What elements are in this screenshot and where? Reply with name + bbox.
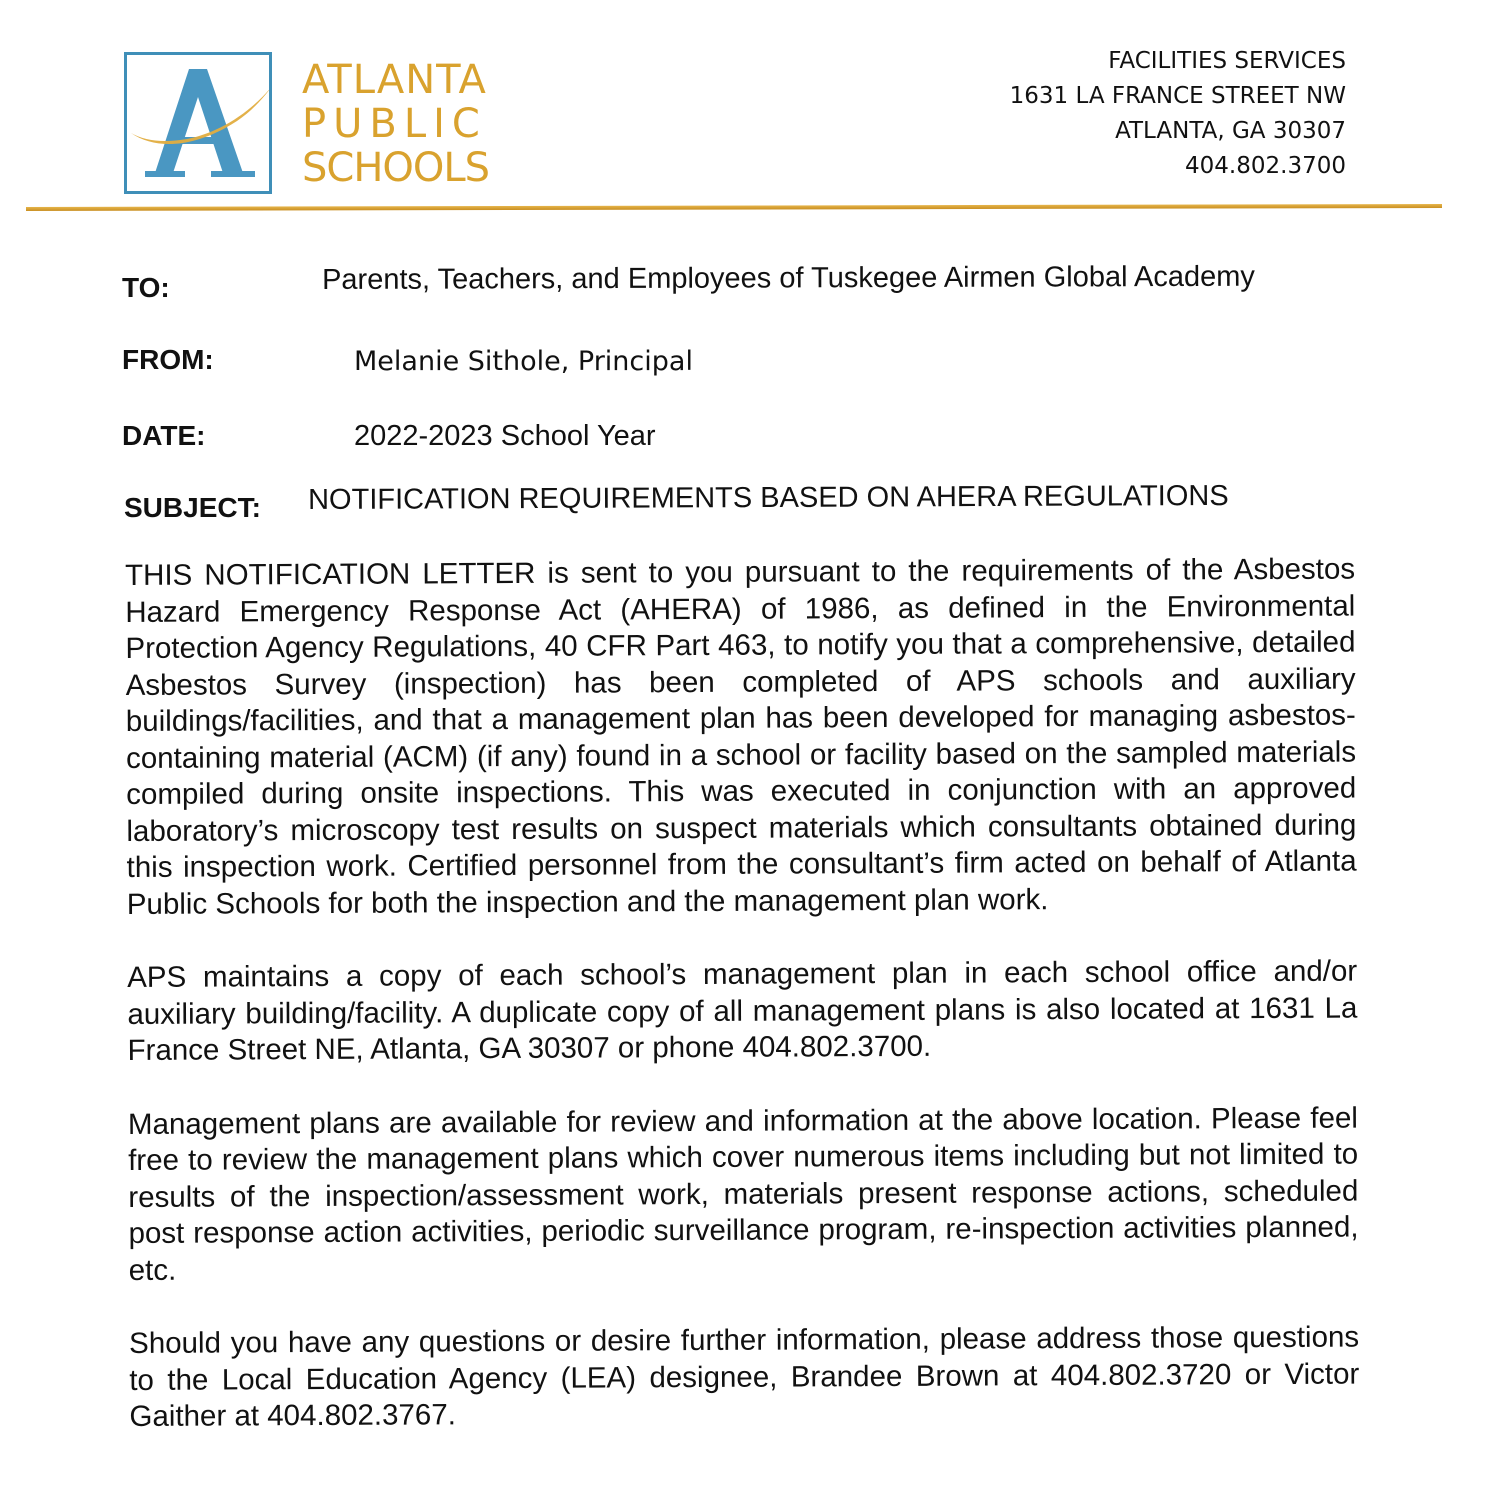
paragraph-notification: THIS NOTIFICATION LETTER is sent to you pursuant to the requirements of the Asbestos Hazard Emergency Response Act (AHERA) of 1986, as defined in the Environmental Protection Agency Regulations, 40 CFR Part 463, to notify you that a comprehensive, detailed Asbestos Survey (inspection) has been completed of APS schools and auxiliary buildings/facilities, and that a management plan has been developed for managing asbestos-containing material (ACM) (if any) found in a school or facility based on the sampled materials compiled during onsite inspections. This was executed in conjunction with an approved laboratory’s microscopy test results on suspect materials which consultants obtained during this inspection work. Certified personnel from the consultant’s firm acted on behalf of Atlanta Public Schools for both the inspection and the management plan work.	[125, 552, 1357, 921]
wordmark-line-2: PUBLIC	[302, 101, 487, 147]
address-city: ATLANTA, GA 30307	[1115, 118, 1346, 144]
to-value: Parents, Teachers, and Employees of Tuskegee Airmen Global Academy	[322, 260, 1255, 296]
letter-body	[125, 552, 1360, 1436]
address-phone: 404.802.3700	[1185, 153, 1346, 179]
to-label: TO:	[122, 272, 170, 303]
date-label: DATE:	[122, 420, 206, 451]
facilities-address-block	[1010, 44, 1346, 184]
letterhead-divider	[26, 204, 1442, 211]
aps-logo	[124, 52, 272, 194]
from-value: Melanie Sithole, Principal	[354, 346, 693, 377]
paragraph-contacts: Should you have any questions or desire further information, please address those questions to the Local Education Agency (LEA) designee, Brandee Brown at 404.802.3720 or Victor Gaither at 404.802.3767.	[129, 1320, 1360, 1433]
aps-wordmark	[302, 58, 489, 190]
from-label: FROM:	[122, 344, 214, 375]
subject-value: NOTIFICATION REQUIREMENTS BASED ON AHERA REGULATIONS	[308, 479, 1229, 516]
wordmark-line-3: SCHOOLS	[302, 145, 490, 191]
subject-label: SUBJECT:	[124, 492, 261, 523]
logo-a-icon	[127, 55, 269, 191]
address-dept: FACILITIES SERVICES	[1108, 48, 1346, 74]
address-street: 1631 LA FRANCE STREET NW	[1009, 83, 1346, 109]
wordmark-line-1: ATLANTA	[302, 57, 487, 103]
paragraph-review: Management plans are available for review and information at the above location. Please feel free to review the management plans which cover numerous items including but not limited to results of the inspection/assessment work, materials present response actions, scheduled post response action activities, periodic surveillance program, re-inspection activities planned, etc.	[127, 1101, 1359, 1287]
date-value: 2022-2023 School Year	[354, 420, 656, 452]
paragraph-plan-copies: APS maintains a copy of each school’s management plan in each school office and/or auxiliary building/facility. A duplicate copy of all management plans is also located at 1631 La France Street NE, Atlanta, GA 30307 or phone 404.802.3700.	[127, 954, 1358, 1067]
